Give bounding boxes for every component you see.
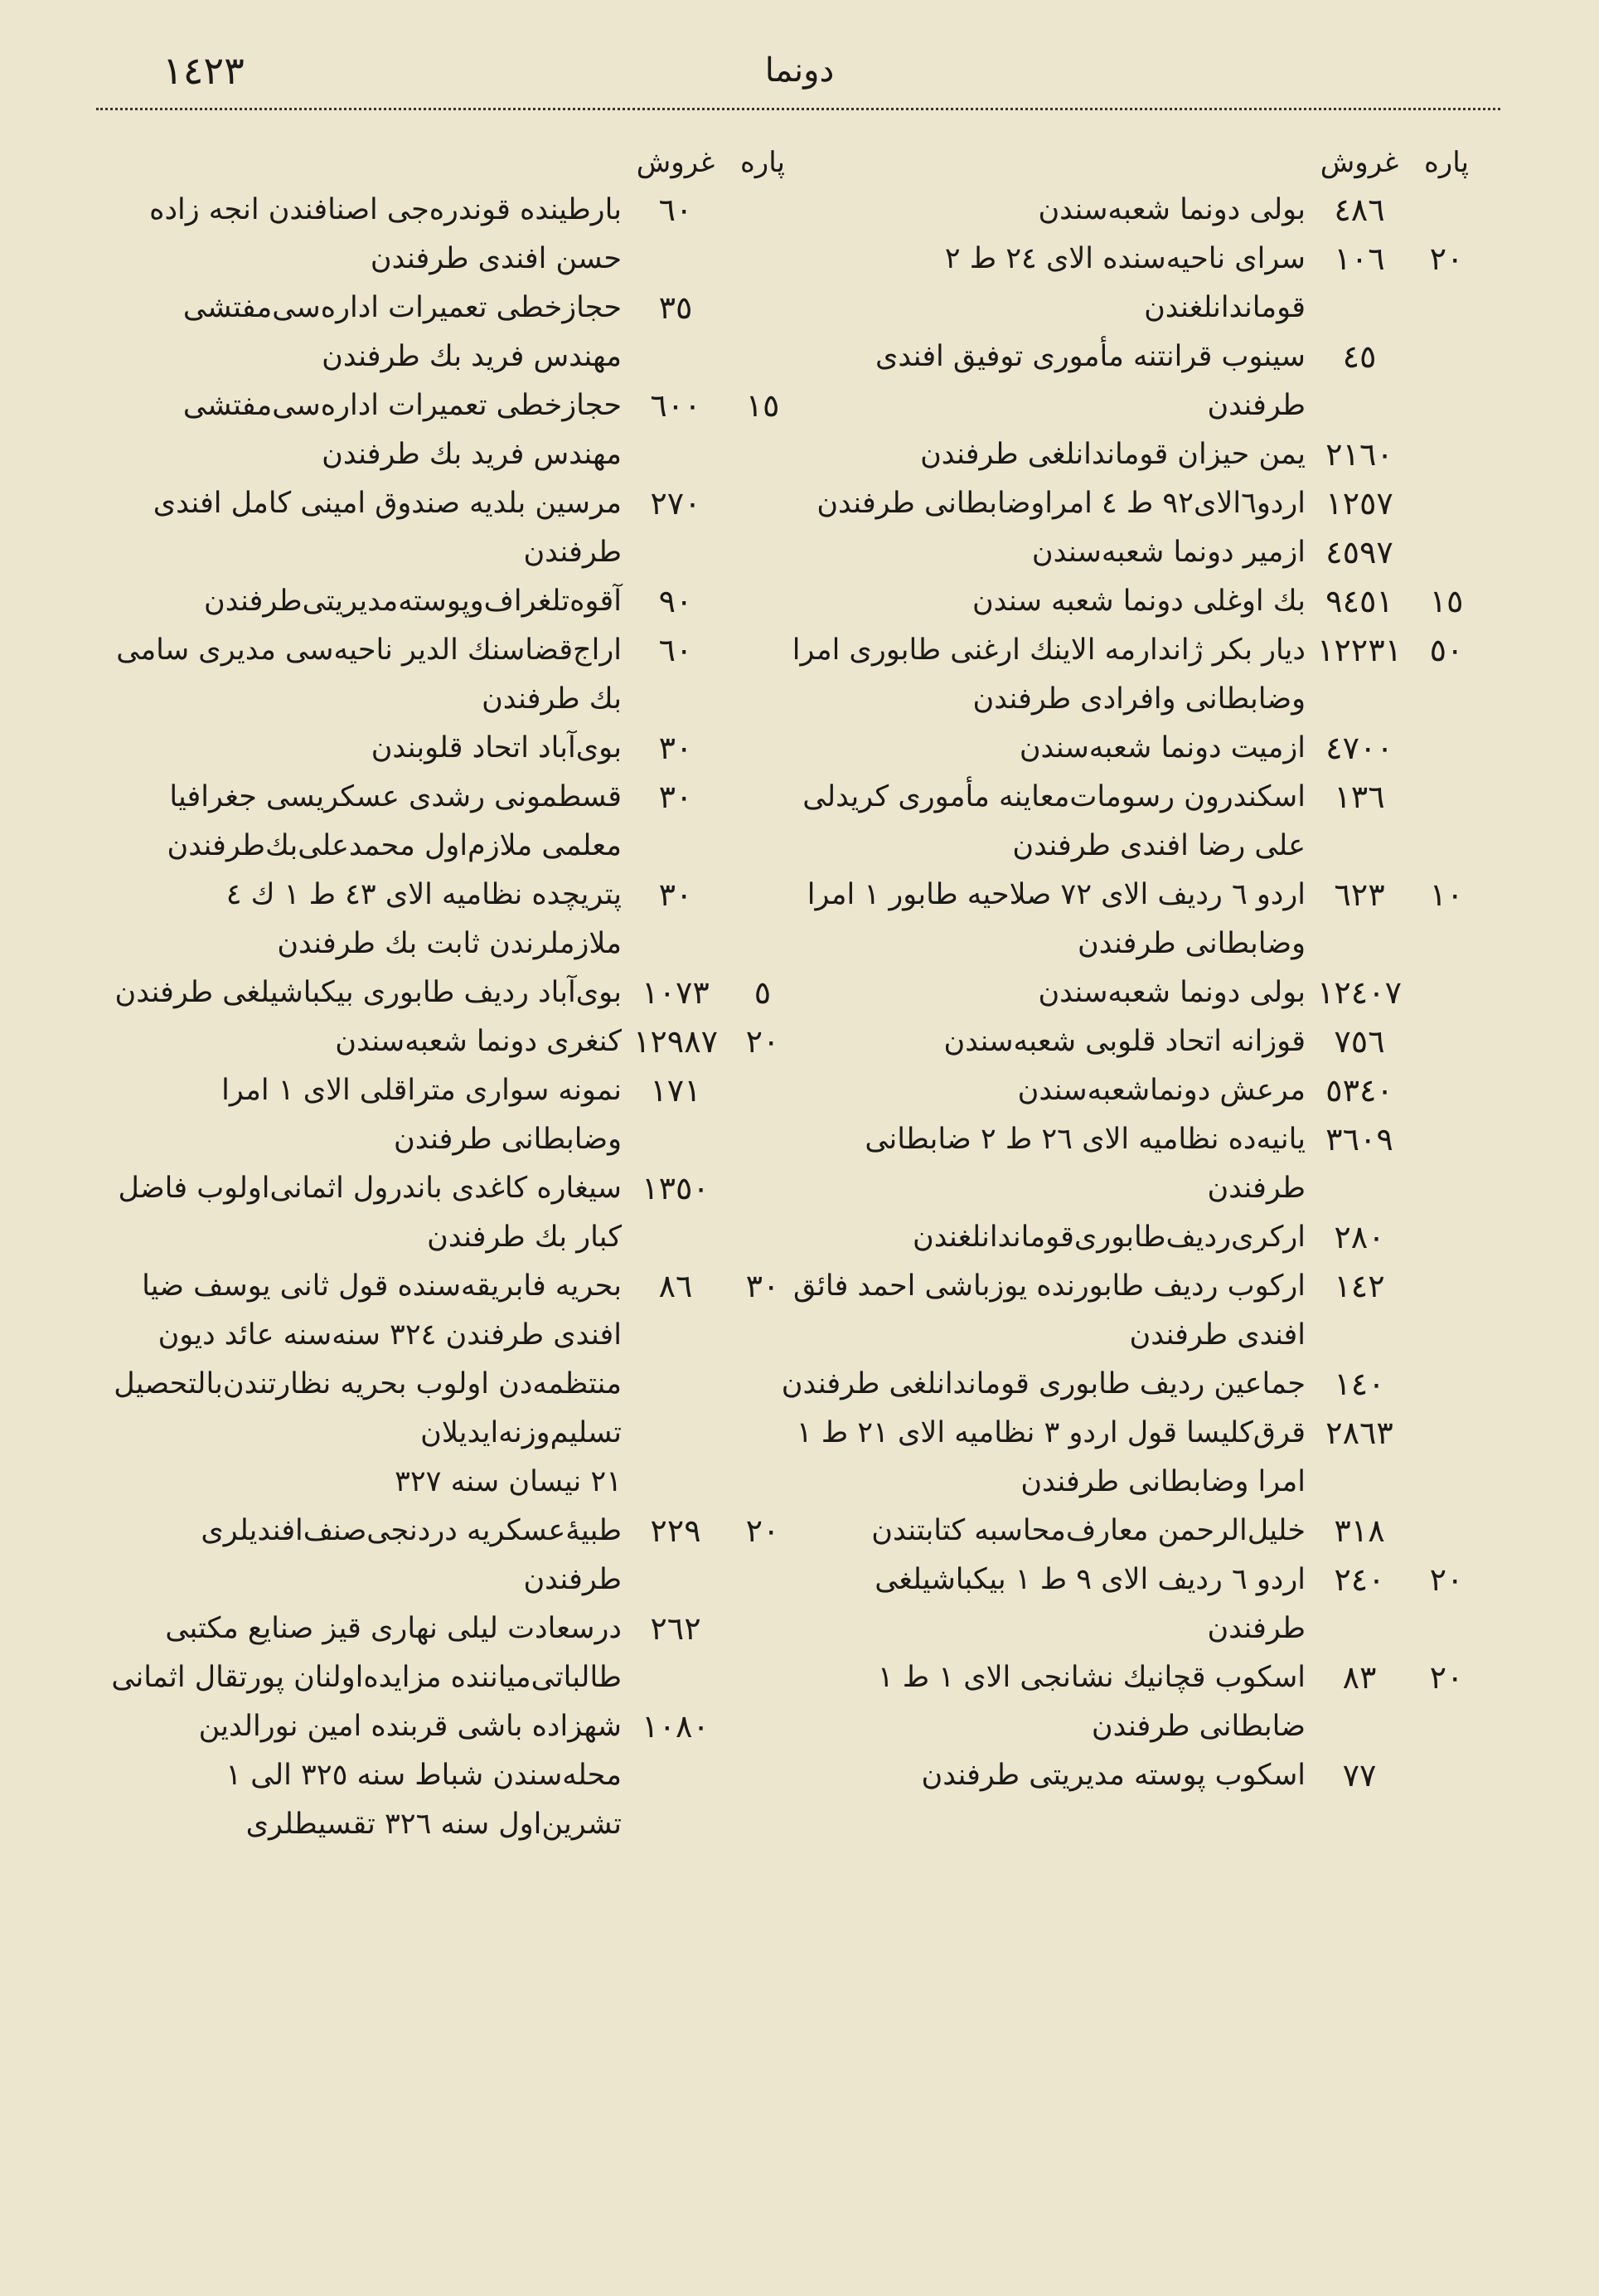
gurush-amount: ٣١٨ xyxy=(1334,1512,1385,1549)
entry-description: اسکوب قچانیك نشانجی الای ١ ط ١ ضابطانی طرفندن xyxy=(877,1661,1306,1743)
para-amount: ١٥ xyxy=(745,387,780,424)
gurush-amount: ١٣٦ xyxy=(1334,779,1385,815)
entry-list xyxy=(775,186,1480,1800)
ledger-entry xyxy=(91,1066,796,1164)
page-number: ١٤٢٣ xyxy=(162,48,245,93)
gurush-amount: ٤٥٩٧ xyxy=(1325,534,1393,570)
gurush-amount: ١٤٢ xyxy=(1334,1268,1385,1304)
entry-description: اسکندرون رسومات‌معاینه مأموری کریدلی علی رضا افندی طرفندن xyxy=(802,780,1306,862)
entry-description: طبیهٔ‌عسکریه دردنجی‌صنف‌افندیلری طرفندن xyxy=(201,1514,622,1596)
ledger-entry xyxy=(91,1017,796,1066)
entry-description: قرق‌کلیسا قول اردو ٣ نظامیه الای ٢١ ط ١ امرا وضابطانی طرفندن xyxy=(796,1416,1306,1498)
entry-list xyxy=(91,186,796,1849)
ledger-entry xyxy=(775,1017,1480,1066)
entry-description: مرسین بلدیه صندوق امینی کامل افندی طرفندن xyxy=(153,487,622,569)
entry-description: درسعادت لیلی نهاری قیز صنایع مکتبی طالباتی‌میاننده مزایده‌اولنان پورتقال اثمانی xyxy=(111,1612,622,1694)
para-amount: ١٠ xyxy=(1429,876,1464,913)
gurush-amount: ٢٨٠ xyxy=(1334,1219,1385,1255)
ledger-entry xyxy=(775,626,1480,724)
ledger-entry xyxy=(91,381,796,479)
para-amount: ٢٠ xyxy=(1429,1561,1464,1598)
ledger-entry xyxy=(91,1702,796,1849)
gurush-amount: ١٣٥٠ xyxy=(642,1170,710,1206)
gurush-amount: ٨٣ xyxy=(1342,1659,1377,1696)
ledger-entry xyxy=(775,724,1480,773)
gurush-amount: ٤٨٦ xyxy=(1334,192,1385,228)
entry-description: ازمیر دونما شعبه‌سندن xyxy=(1031,536,1306,569)
ledger-entry xyxy=(775,1409,1480,1507)
entry-description: دیار بکر ژاندارمه الاینك ارغنی طابوری امرا وضابطانی وافرادی طرفندن xyxy=(792,633,1306,716)
ledger-entry xyxy=(91,186,796,284)
entry-description: یانیه‌ده نظامیه الای ٢٦ ط ٢ ضابطانی طرفندن xyxy=(865,1123,1306,1205)
gurush-amount: ١٢٥٧ xyxy=(1325,485,1393,522)
ledger-entry xyxy=(91,479,796,577)
gurush-amount: ٣٠ xyxy=(658,779,693,815)
ledger-entry xyxy=(775,968,1480,1017)
gurush-amount: ٧٥٦ xyxy=(1334,1023,1385,1060)
ledger-entry xyxy=(775,577,1480,626)
entry-description: اسکوب پوسته مدیریتی طرفندن xyxy=(921,1759,1306,1792)
page-title: دونما xyxy=(764,51,835,90)
gurush-amount: ٢٤٠ xyxy=(1334,1561,1385,1598)
ledger-entry xyxy=(775,1115,1480,1213)
para-header: پاره xyxy=(1423,146,1470,179)
para-amount: ١٥ xyxy=(1429,583,1464,619)
ledger-entry xyxy=(775,235,1480,333)
gurush-amount: ١٧١ xyxy=(650,1072,701,1109)
gurush-amount: ١٢٩٨٧ xyxy=(632,1023,719,1060)
header-divider xyxy=(96,108,1500,110)
ledger-entry xyxy=(775,1360,1480,1409)
entry-description: بولی دونما شعبه‌سندن xyxy=(1038,193,1306,226)
gurush-amount: ١٠٦ xyxy=(1334,240,1385,277)
para-header: پاره xyxy=(739,146,786,179)
ledger-entry xyxy=(775,871,1480,968)
ledger-entry xyxy=(775,1066,1480,1115)
ledger-entry xyxy=(775,1213,1480,1262)
ledger-entry xyxy=(91,724,796,773)
entry-description: جماعین ردیف طابوری قوماندانلغی طرفندن xyxy=(781,1367,1306,1400)
ledger-entry xyxy=(91,1262,796,1458)
gurush-amount: ٣٥ xyxy=(658,289,693,326)
entry-description: شهزاده باشی قربنده امین نورالدین محله‌سندن شباط سنه ٣٢٥ الی ١ تشرین‌اول سنه ٣٢٦ تقسیطلری xyxy=(198,1710,622,1841)
ledger-entry xyxy=(775,1751,1480,1800)
gurush-amount: ١٢٤٠٧ xyxy=(1316,974,1403,1011)
entry-description: اردو٦الای٩٢ ط ٤ امراوضابطانی طرفندن xyxy=(816,487,1306,520)
gurush-amount: ١٠٨٠ xyxy=(642,1708,710,1745)
column-header xyxy=(91,139,796,186)
entry-description: بوی‌آباد ردیف طابوری بیکباشیلغی طرفندن xyxy=(114,976,622,1009)
ledger-entry xyxy=(775,1653,1480,1751)
entry-description: حجازخطی تعمیرات اداره‌سی‌مفتشی مهندس فرید بك طرفندن xyxy=(182,389,622,471)
entry-description: ارکوب ردیف طابورنده یوزباشی احمد فائق افندی طرفندن xyxy=(792,1269,1306,1352)
ledger-entry xyxy=(91,968,796,1017)
gurush-amount: ١٤٠ xyxy=(1334,1366,1385,1402)
ledger-entry xyxy=(775,333,1480,430)
gurush-amount: ٣٠ xyxy=(658,730,693,766)
gurush-amount: ٢٢٩ xyxy=(650,1512,701,1549)
para-amount: ٥٠ xyxy=(1429,632,1464,668)
entry-description: بحریه فابریقه‌سنده قول ثانی یوسف ضیا افندی طرفندن ٣٢٤ سنه‌سنه عائد دیون منتظمه‌دن اولوب بحریه نظارتندن‌بالتحصیل تسلیم‌وزنه‌ایدیلان xyxy=(114,1269,622,1449)
gurush-amount: ٦٠ xyxy=(658,192,693,228)
ledger-entry xyxy=(775,1507,1480,1556)
gurush-header: غروش xyxy=(1320,146,1399,179)
entry-description: اراج‌قضاسنك الدیر ناحیه‌سی مدیری سامی بك طرفندن xyxy=(116,633,622,716)
entry-description: بك اوغلی دونما شعبه سندن xyxy=(972,585,1306,618)
entry-description: سینوب قرانتنه مأموری توفیق افندی طرفندن xyxy=(875,340,1306,422)
ledger-entry xyxy=(91,284,796,381)
gurush-amount: ٢٦٢ xyxy=(650,1610,701,1647)
para-amount: ٣٠ xyxy=(745,1268,780,1304)
gurush-header: غروش xyxy=(636,146,715,179)
gurush-amount: ٤٧٠٠ xyxy=(1325,730,1393,766)
gurush-amount: ٦٠٠ xyxy=(650,387,701,424)
gurush-amount: ٣٦٠٩ xyxy=(1325,1121,1393,1158)
entry-description: ارکری‌ردیف‌طابوری‌قوماندانلغندن xyxy=(912,1221,1306,1254)
ledger-entry xyxy=(91,773,796,871)
ledger-entry xyxy=(775,528,1480,577)
para-amount: ٢٠ xyxy=(1429,240,1464,277)
entry-description: بولی دونما شعبه‌سندن xyxy=(1038,976,1306,1009)
entry-description: ٢١ نیسان سنه ٣٢٧ xyxy=(395,1465,622,1498)
entry-description: پتریچده نظامیه الای ٤٣ ط ١ ك ٤ ملازملرندن ثابت بك طرفندن xyxy=(225,878,622,960)
gurush-amount: ٦٢٣ xyxy=(1334,876,1385,913)
gurush-amount: ٢١٦٠ xyxy=(1325,436,1393,473)
entry-description: اردو ٦ ردیف الای ٧٢ صلاحیه طابور ١ امرا وضابطانی طرفندن xyxy=(807,878,1306,960)
entry-description: بوی‌آباد اتحاد قلوبندن xyxy=(371,731,622,765)
left-column xyxy=(91,139,796,2279)
ledger-entry xyxy=(775,773,1480,871)
ledger-entry xyxy=(91,1507,796,1604)
entry-description: کنغری دونما شعبه‌سندن xyxy=(335,1025,622,1058)
gurush-amount: ٤٥ xyxy=(1342,338,1377,375)
para-amount: ٢٠ xyxy=(745,1512,780,1549)
ledger-entry xyxy=(91,577,796,626)
ledger-entry xyxy=(91,871,796,968)
gurush-amount: ٥٣٤٠ xyxy=(1325,1072,1393,1109)
ledger-entry xyxy=(91,1458,796,1507)
ledger-entry xyxy=(775,186,1480,235)
entry-description: اردو ٦ ردیف الای ٩ ط ١ بیکباشیلغی طرفندن xyxy=(875,1563,1306,1645)
ledger-entry xyxy=(775,479,1480,528)
gurush-amount: ١٠٧٣ xyxy=(642,974,710,1011)
gurush-amount: ٢٧٠ xyxy=(650,485,701,522)
entry-description: یمن حیزان قوماندانلغی طرفندن xyxy=(920,438,1306,471)
entry-description: نمونه سواری متراقلی الای ١ امرا وضابطانی طرفندن xyxy=(221,1074,622,1156)
entry-description: سیغاره کاغدی باندرول اثمانی‌اولوب فاضل کبار بك طرفندن xyxy=(118,1172,622,1254)
entry-description: سرای ناحیه‌سنده الای ٢٤ ط ٢ قوماندانلغندن xyxy=(944,242,1306,324)
gurush-amount: ٣٠ xyxy=(658,876,693,913)
entry-description: آقوه‌تلغراف‌وپوسته‌مدیریتی‌طرفندن xyxy=(204,585,622,618)
ledger-entry xyxy=(91,1604,796,1702)
ledger-entry xyxy=(775,1556,1480,1653)
entry-description: قوزانه اتحاد قلوبی شعبه‌سندن xyxy=(943,1025,1306,1058)
entry-description: حجازخطی تعمیرات اداره‌سی‌مفتشی مهندس فرید بك طرفندن xyxy=(182,291,622,373)
ledger-entry xyxy=(91,1164,796,1262)
gurush-amount: ٦٠ xyxy=(658,632,693,668)
para-amount: ٢٠ xyxy=(745,1023,780,1060)
entry-description: بارطینده قوندره‌جی اصنافندن انجه زاده حسن افندی طرفندن xyxy=(149,193,622,275)
gurush-amount: ٨٦ xyxy=(658,1268,693,1304)
entry-description: مرعش دونماشعبه‌سندن xyxy=(1017,1074,1306,1107)
right-column xyxy=(775,139,1480,2279)
column-header xyxy=(775,139,1480,186)
gurush-amount: ٢٨٦٣ xyxy=(1325,1415,1393,1451)
entry-description: قسطمونی رشدی عسکریسی جغرافیا معلمی ملازم‌اول محمدعلی‌بك‌طرفندن xyxy=(167,780,622,862)
entry-description: خلیل‌الرحمن معارف‌محاسبه کتابتندن xyxy=(871,1514,1306,1547)
gurush-amount: ٩٤٥١ xyxy=(1325,583,1393,619)
gurush-amount: ١٢٢٣١ xyxy=(1316,632,1403,668)
ledger-entry xyxy=(775,1262,1480,1360)
ledger-entry xyxy=(91,626,796,724)
para-amount: ٥ xyxy=(753,974,772,1011)
gurush-amount: ٧٧ xyxy=(1342,1757,1377,1794)
gurush-amount: ٩٠ xyxy=(658,583,693,619)
ledger-entry xyxy=(775,430,1480,479)
para-amount: ٢٠ xyxy=(1429,1659,1464,1696)
entry-description: ازمیت دونما شعبه‌سندن xyxy=(1019,731,1306,765)
